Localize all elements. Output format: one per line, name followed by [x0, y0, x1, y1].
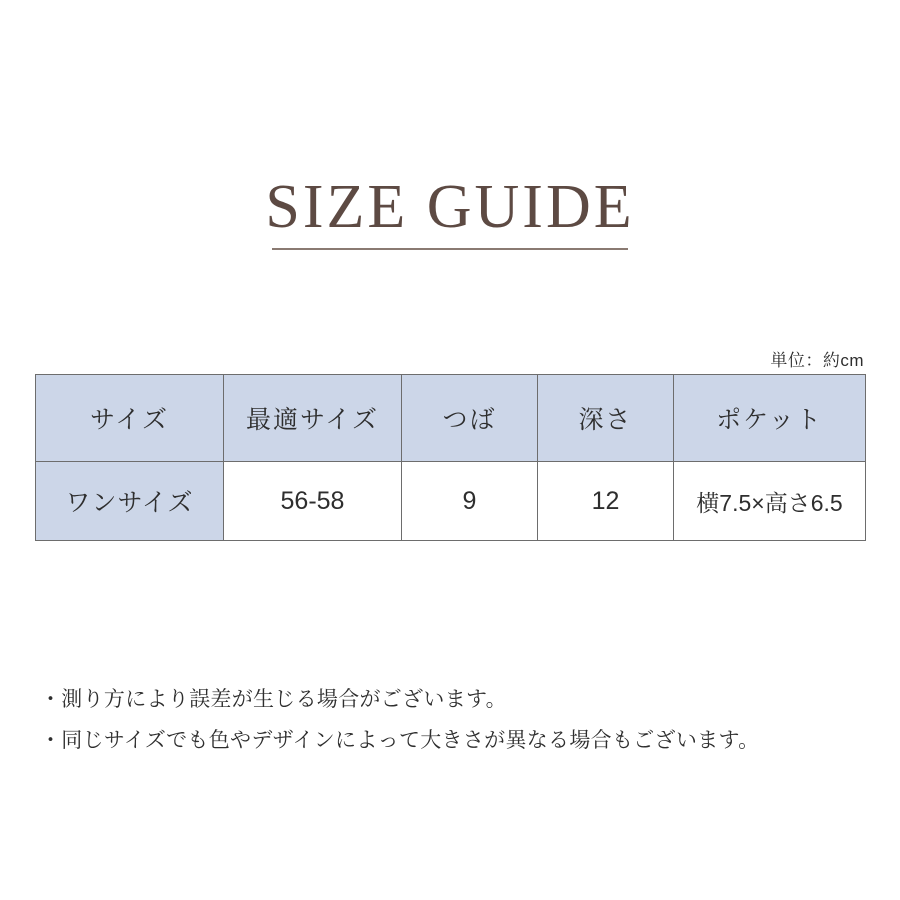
- size-table: [35, 374, 866, 541]
- column-header-best-fit: 最適サイズ: [224, 375, 402, 462]
- cell-best-fit: 56-58: [224, 462, 402, 541]
- table-row: [36, 462, 866, 541]
- note-item: ・同じサイズでも色やデザインによって大きさが異なる場合もございます。: [40, 728, 760, 752]
- title-underline: [272, 248, 628, 250]
- cell-brim: 9: [402, 462, 538, 541]
- table-header-row: [36, 375, 866, 462]
- cell-depth: 12: [538, 462, 674, 541]
- page-title: SIZE GUIDE: [265, 173, 635, 241]
- cell-pocket: 横7.5×高さ6.5: [674, 462, 866, 541]
- column-header-size: サイズ: [36, 375, 224, 462]
- notes-list: [40, 680, 860, 762]
- column-header-pocket: ポケット: [674, 375, 866, 462]
- cell-size: ワンサイズ: [36, 462, 224, 541]
- column-header-depth: 深さ: [538, 375, 674, 462]
- unit-note: 単位：約cm: [770, 351, 864, 370]
- column-header-brim: つば: [402, 375, 538, 462]
- note-item: ・測り方により誤差が生じる場合がございます。: [40, 688, 507, 711]
